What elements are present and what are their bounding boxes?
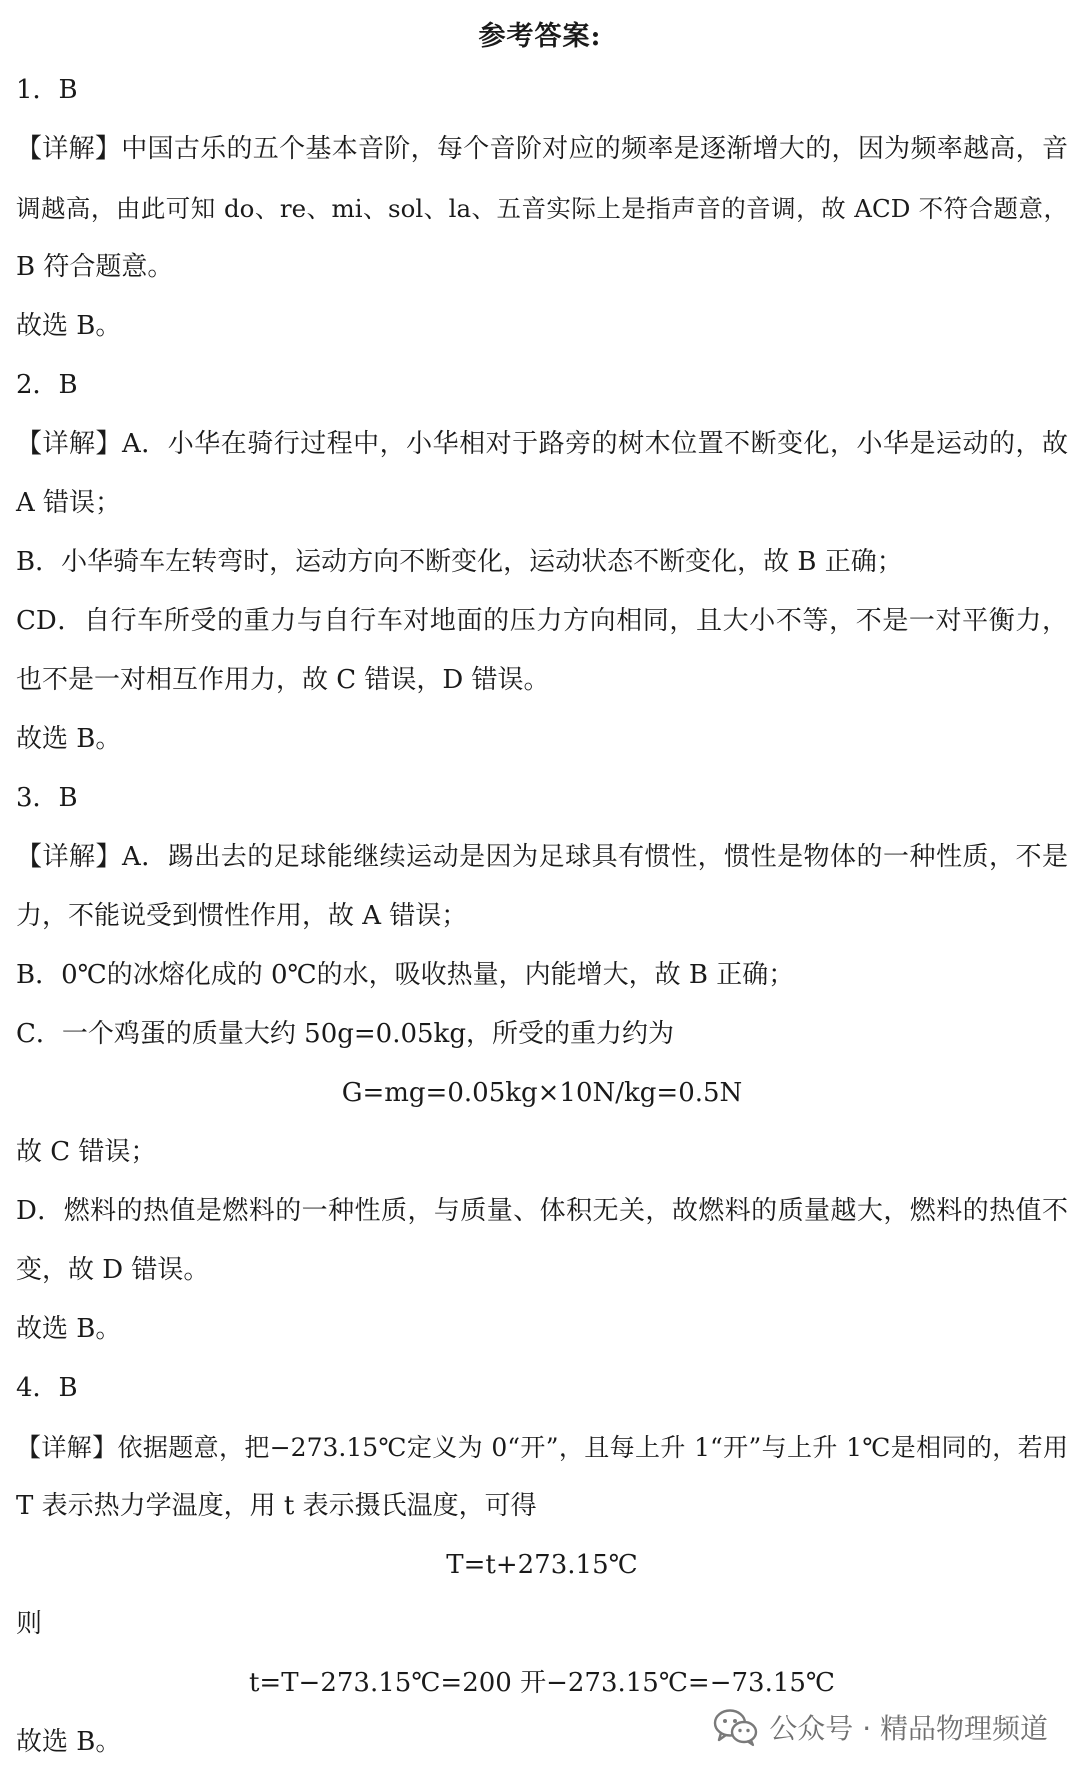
answer-line: 故选 B。 xyxy=(16,1314,122,1344)
answer-line: 4．B xyxy=(16,1373,78,1403)
answer-line: 则 xyxy=(16,1609,43,1639)
answer-line: T=t+273.15℃ xyxy=(446,1550,638,1580)
answer-line: C．一个鸡蛋的质量大约 50g=0.05kg，所受的重力约为 xyxy=(16,1019,674,1049)
answer-line: 【详解】A．踢出去的足球能继续运动是因为足球具有惯性，惯性是物体的一种性质，不是 xyxy=(16,842,1068,872)
answer-line: 3．B xyxy=(16,783,78,813)
answer-line: G=mg=0.05kg×10N/kg=0.5N xyxy=(341,1078,743,1108)
answer-line: 2．B xyxy=(16,370,78,400)
watermark-text: 公众号 · 精品物理频道 xyxy=(769,1712,1048,1745)
answer-line: 【详解】中国古乐的五个基本音阶，每个音阶对应的频率是逐渐增大的，因为频率越高，音 xyxy=(16,134,1068,164)
answer-line: 1．B xyxy=(16,75,78,105)
answer-line: T 表示热力学温度，用 t 表示摄氏温度，可得 xyxy=(16,1491,537,1521)
answer-line: 【详解】A．小华在骑行过程中，小华相对于路旁的树木位置不断变化，小华是运动的，故 xyxy=(16,429,1068,459)
answer-line: t=T−273.15℃=200 开−273.15℃=−73.15℃ xyxy=(248,1668,836,1698)
answer-line: CD．自行车所受的重力与自行车对地面的压力方向相同，且大小不等，不是一对平衡力， xyxy=(16,606,1068,636)
answer-line: 故选 B。 xyxy=(16,311,122,341)
answer-line: 【详解】依据题意，把−273.15℃定义为 0“开”，且每上升 1“开”与上升 1℃是相同的，若用 xyxy=(16,1433,1068,1462)
answer-line: B．小华骑车左转弯时，运动方向不断变化，运动状态不断变化，故 B 正确； xyxy=(16,547,903,577)
answer-line: 变，故 D 错误。 xyxy=(16,1255,210,1285)
page-title: 参考答案: xyxy=(478,21,602,52)
answer-line: B 符合题意。 xyxy=(16,252,174,282)
answer-line: 故 C 错误； xyxy=(16,1137,157,1167)
answer-line: 故选 B。 xyxy=(16,724,122,754)
answer-line: 也不是一对相互作用力，故 C 错误，D 错误。 xyxy=(16,665,550,695)
answer-line: B．0℃的冰熔化成的 0℃的水，吸收热量，内能增大，故 B 正确； xyxy=(16,960,795,990)
answer-line: 调越高，由此可知 do、re、mi、sol、la、五音实际上是指声音的音调，故 ACD 不符合题意， xyxy=(16,194,1068,223)
wechat-icon xyxy=(713,1707,759,1747)
answer-line: 力，不能说受到惯性作用，故 A 错误； xyxy=(16,901,468,931)
answer-content xyxy=(16,61,1068,1772)
watermark xyxy=(713,1702,1048,1752)
answer-line: A 错误； xyxy=(16,488,122,518)
answer-line: D．燃料的热值是燃料的一种性质，与质量、体积无关，故燃料的质量越大，燃料的热值不 xyxy=(16,1196,1068,1226)
answer-line: 故选 B。 xyxy=(16,1727,122,1757)
